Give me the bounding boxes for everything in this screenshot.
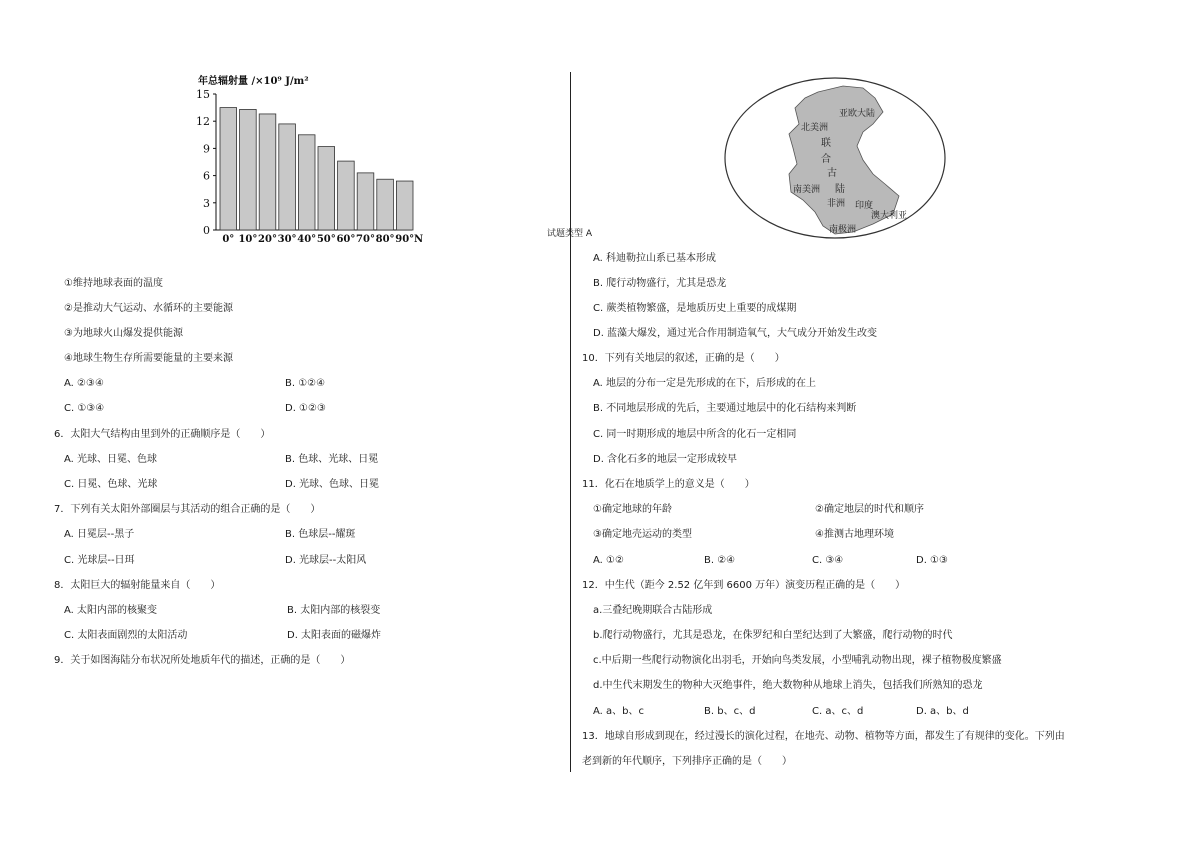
q7-option-d: D. 光球层--太阳风	[285, 555, 367, 566]
x-tick-label: 40°	[297, 234, 317, 245]
map-label-antarctica: 南极洲	[829, 225, 857, 235]
q12-option-a: A. a、b、c	[593, 706, 644, 717]
q12-item-d: d.中生代末期发生的物种大灭绝事件，绝大数物种从地球上消失，包括我们所熟知的恐龙	[593, 680, 983, 691]
bar	[396, 181, 413, 230]
bar	[279, 124, 296, 230]
question-7: 7．下列有关太阳外部圈层与其活动的组合正确的是（ ）	[54, 504, 321, 515]
q7-option-b: B. 色球层--耀斑	[285, 529, 356, 540]
q12-item-b: b.爬行动物盛行，尤其是恐龙，在侏罗纪和白垩纪达到了大繁盛，爬行动物的时代	[593, 630, 953, 641]
map-label-pangaea-1: 联	[821, 138, 831, 149]
q8-option-b: B. 太阳内部的核裂变	[287, 605, 381, 616]
y-tick-label: 9	[203, 142, 210, 156]
statement-3: ③为地球火山爆发提供能源	[64, 328, 183, 339]
q8-option-d: D. 太阳表面的磁爆炸	[287, 630, 382, 641]
q11-item-4: ④推测古地理环境	[815, 529, 894, 540]
q12-option-c: C. a、c、d	[812, 706, 864, 717]
question-6: 6．太阳大气结构由里到外的正确顺序是（ ）	[54, 429, 271, 440]
q11-option-a: A. ①②	[593, 555, 624, 566]
x-tick-label: 70°	[356, 234, 375, 245]
q12-option-d: D. a、b、d	[916, 706, 969, 717]
q6-option-d: D. 光球、色球、日冕	[285, 479, 380, 490]
bar	[377, 179, 394, 230]
q12-option-b: B. b、c、d	[704, 706, 756, 717]
bar	[338, 161, 355, 230]
question-9: 9．关于如图海陆分布状况所处地质年代的描述，正确的是（ ）	[54, 655, 351, 666]
q11-option-d: D. ①③	[916, 555, 948, 566]
bar	[298, 135, 315, 230]
x-tick-label: 30°	[277, 234, 297, 245]
x-tick-label: 0°	[222, 234, 235, 245]
column-divider	[570, 72, 571, 772]
q10-option-d: D. 含化石多的地层一定形成较早	[593, 454, 738, 465]
y-tick-label: 6	[203, 169, 210, 183]
bar	[259, 114, 276, 230]
q8-option-a: A. 太阳内部的核聚变	[64, 605, 158, 616]
statement-2: ②是推动大气运动、水循环的主要能源	[64, 303, 233, 314]
q11-option-b: B. ②④	[704, 555, 736, 566]
q12-item-a: a.三叠纪晚期联合古陆形成	[593, 605, 713, 616]
x-tick-label: 90°	[395, 234, 415, 245]
q10-option-c: C. 同一时期形成的地层中所含的化石一定相同	[593, 429, 797, 440]
bar	[220, 108, 237, 230]
map-label-eurasia: 亚欧大陆	[839, 109, 876, 119]
q8-option-c: C. 太阳表面剧烈的太阳活动	[64, 630, 188, 641]
y-tick-label: 3	[203, 196, 210, 210]
q11-option-c: C. ③④	[812, 555, 844, 566]
question-10: 10．下列有关地层的叙述，正确的是（ ）	[582, 353, 785, 364]
question-12: 12．中生代（距今 2.52 亿年到 6600 万年）演变历程正确的是（ ）	[582, 580, 906, 591]
question-11: 11．化石在地质学上的意义是（ ）	[582, 479, 755, 490]
q7-option-a: A. 日冕层--黑子	[64, 529, 135, 540]
q5-option-d: D. ①②③	[285, 403, 326, 414]
statement-4: ④地球生物生存所需要能量的主要来源	[64, 353, 233, 364]
q6-option-b: B. 色球、光球、日冕	[285, 454, 379, 465]
q11-item-1: ①确定地球的年龄	[593, 504, 672, 515]
radiation-bar-chart	[190, 72, 430, 247]
question-8: 8．太阳巨大的辐射能量来自（ ）	[54, 580, 221, 591]
x-tick-label: 20°	[258, 234, 277, 245]
q5-option-c: C. ①③④	[64, 403, 105, 414]
q11-item-2: ②确定地层的时代和顺序	[815, 504, 924, 515]
x-tick-label: 60°	[336, 234, 356, 245]
y-tick-label: 15	[196, 88, 210, 101]
question-type-label: 试题类型 A	[547, 229, 593, 239]
map-label-africa: 非洲	[827, 199, 846, 209]
q5-option-a: A. ②③④	[64, 378, 104, 389]
q5-option-b: B. ①②④	[285, 378, 326, 389]
x-tick-label: 10°	[238, 234, 258, 245]
q9-option-b: B. 爬行动物盛行，尤其是恐龙	[593, 278, 727, 289]
bar	[318, 147, 335, 230]
q11-item-3: ③确定地壳运动的类型	[593, 529, 692, 540]
pangaea-map	[723, 76, 947, 240]
q6-option-c: C. 日冕、色球、光球	[64, 479, 158, 490]
q9-option-d: D. 蓝藻大爆发，通过光合作用制造氧气，大气成分开始发生改变	[593, 328, 878, 339]
question-13-line-1: 13．地球自形成到现在，经过漫长的演化过程，在地壳、动物、植物等方面，都发生了有规律的变化。下列由	[582, 731, 1065, 742]
bar	[357, 173, 374, 230]
map-label-pangaea-3: 古	[827, 168, 837, 179]
map-label-north-america: 北美洲	[801, 123, 829, 133]
q10-option-b: B. 不同地层形成的先后，主要通过地层中的化石结构来判断	[593, 403, 857, 414]
q9-option-c: C. 蕨类植物繁盛，是地质历史上重要的成煤期	[593, 303, 797, 314]
map-label-south-america: 南美洲	[793, 185, 821, 195]
map-label-pangaea-4: 陆	[835, 184, 845, 195]
x-axis-unit: N	[414, 234, 424, 245]
q9-option-a: A. 科迪勒拉山系已基本形成	[593, 253, 717, 264]
x-tick-label: 80°	[375, 234, 395, 245]
question-13-line-2: 老到新的年代顺序，下列排序正确的是（ ）	[582, 756, 792, 767]
map-label-australia: 澳大利亚	[871, 211, 908, 221]
chart-title: 年总辐射量 /×10⁹ J/m²	[198, 76, 309, 87]
y-tick-label: 0	[203, 224, 210, 237]
x-tick-label: 50°	[316, 234, 336, 245]
statement-1: ①维持地球表面的温度	[64, 278, 163, 289]
q12-item-c: c.中后期一些爬行动物演化出羽毛，开始向鸟类发展，小型哺乳动物出现，裸子植物极度繁盛	[593, 655, 1002, 666]
map-label-india: 印度	[855, 201, 874, 211]
bar	[240, 109, 257, 230]
map-label-pangaea-2: 合	[821, 154, 831, 165]
q6-option-a: A. 光球、日冕、色球	[64, 454, 158, 465]
y-tick-label: 12	[196, 115, 210, 129]
q7-option-c: C. 光球层--日珥	[64, 555, 135, 566]
q10-option-a: A. 地层的分布一定是先形成的在下，后形成的在上	[593, 378, 817, 389]
